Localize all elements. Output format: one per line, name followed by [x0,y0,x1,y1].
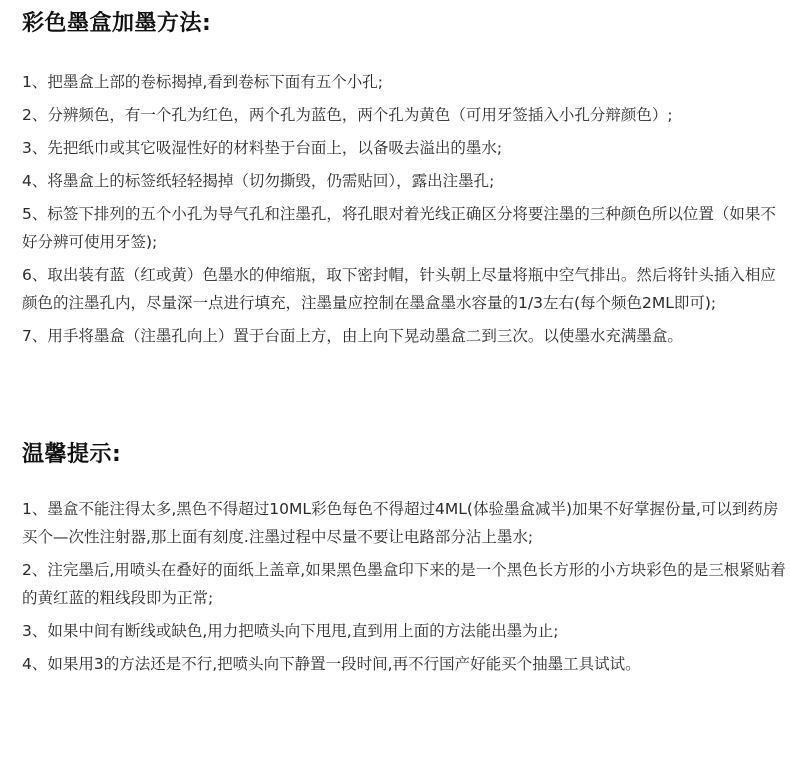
tips-list [22,495,788,678]
method-section [22,10,788,350]
method-step-1: 1、把墨盒上部的卷标揭掉,看到卷标下面有五个小孔; [22,73,384,91]
method-steps-list [22,68,788,350]
method-step-2: 2、分辨频色，有一个孔为红色，两个孔为蓝色，两个孔为黄色（可用牙签插入小孔分辩颜色）; [22,106,673,124]
tip-2: 2、注完墨后,用喷头在叠好的面纸上盖章,如果黑色墨盒印下来的是一个黑色长方形的小方块彩色的是三根紧贴着的黄红蓝的粗线段即为正常; [22,561,786,607]
tips-heading: 温馨提示: [22,442,122,467]
method-step-5: 5、标签下排列的五个小孔为导气孔和注墨孔，将孔眼对着光线正确区分将要注墨的三种颜色所以位置（如果不好分辨可使用牙签); [22,205,776,251]
method-step-3: 3、先把纸巾或其它吸湿性好的材料垫于台面上，以备吸去溢出的墨水; [22,139,503,157]
method-step-4: 4、将墨盒上的标签纸轻轻揭掉（切勿撕毁，仍需贴回），露出注墨孔; [22,172,495,190]
tip-4: 4、如果用3的方法还是不行,把喷头向下静置一段时间,再不行国产好能买个抽墨工具试试。 [22,655,641,673]
method-step-7: 7、用手将墨盒（注墨孔向上）置于台面上方，由上向下晃动墨盒二到三次。以使墨水充满墨盒。 [22,327,683,345]
tip-3: 3、如果中间有断线或缺色,用力把喷头向下甩甩,直到用上面的方法能出墨为止; [22,622,559,640]
tip-1: 1、墨盒不能注得太多,黑色不得超过10ML彩色每色不得超过4ML(体验墨盒减半)加果不好掌握份量,可以到药房买个—次性注射器,那上面有刻度.注墨过程中尽量不要让电路部分沾上墨水; [22,500,779,546]
tips-section [22,441,788,678]
method-heading: 彩色墨盒加墨方法: [22,11,212,36]
method-step-6: 6、取出装有蓝（红或黄）色墨水的伸缩瓶，取下密封帽，针头朝上尽量将瓶中空气排出。然后将针头插入相应颜色的注墨孔内，尽量深一点进行填充，注墨量应控制在墨盒墨水容量的1/3左右(每个频色2ML即可); [22,266,776,312]
